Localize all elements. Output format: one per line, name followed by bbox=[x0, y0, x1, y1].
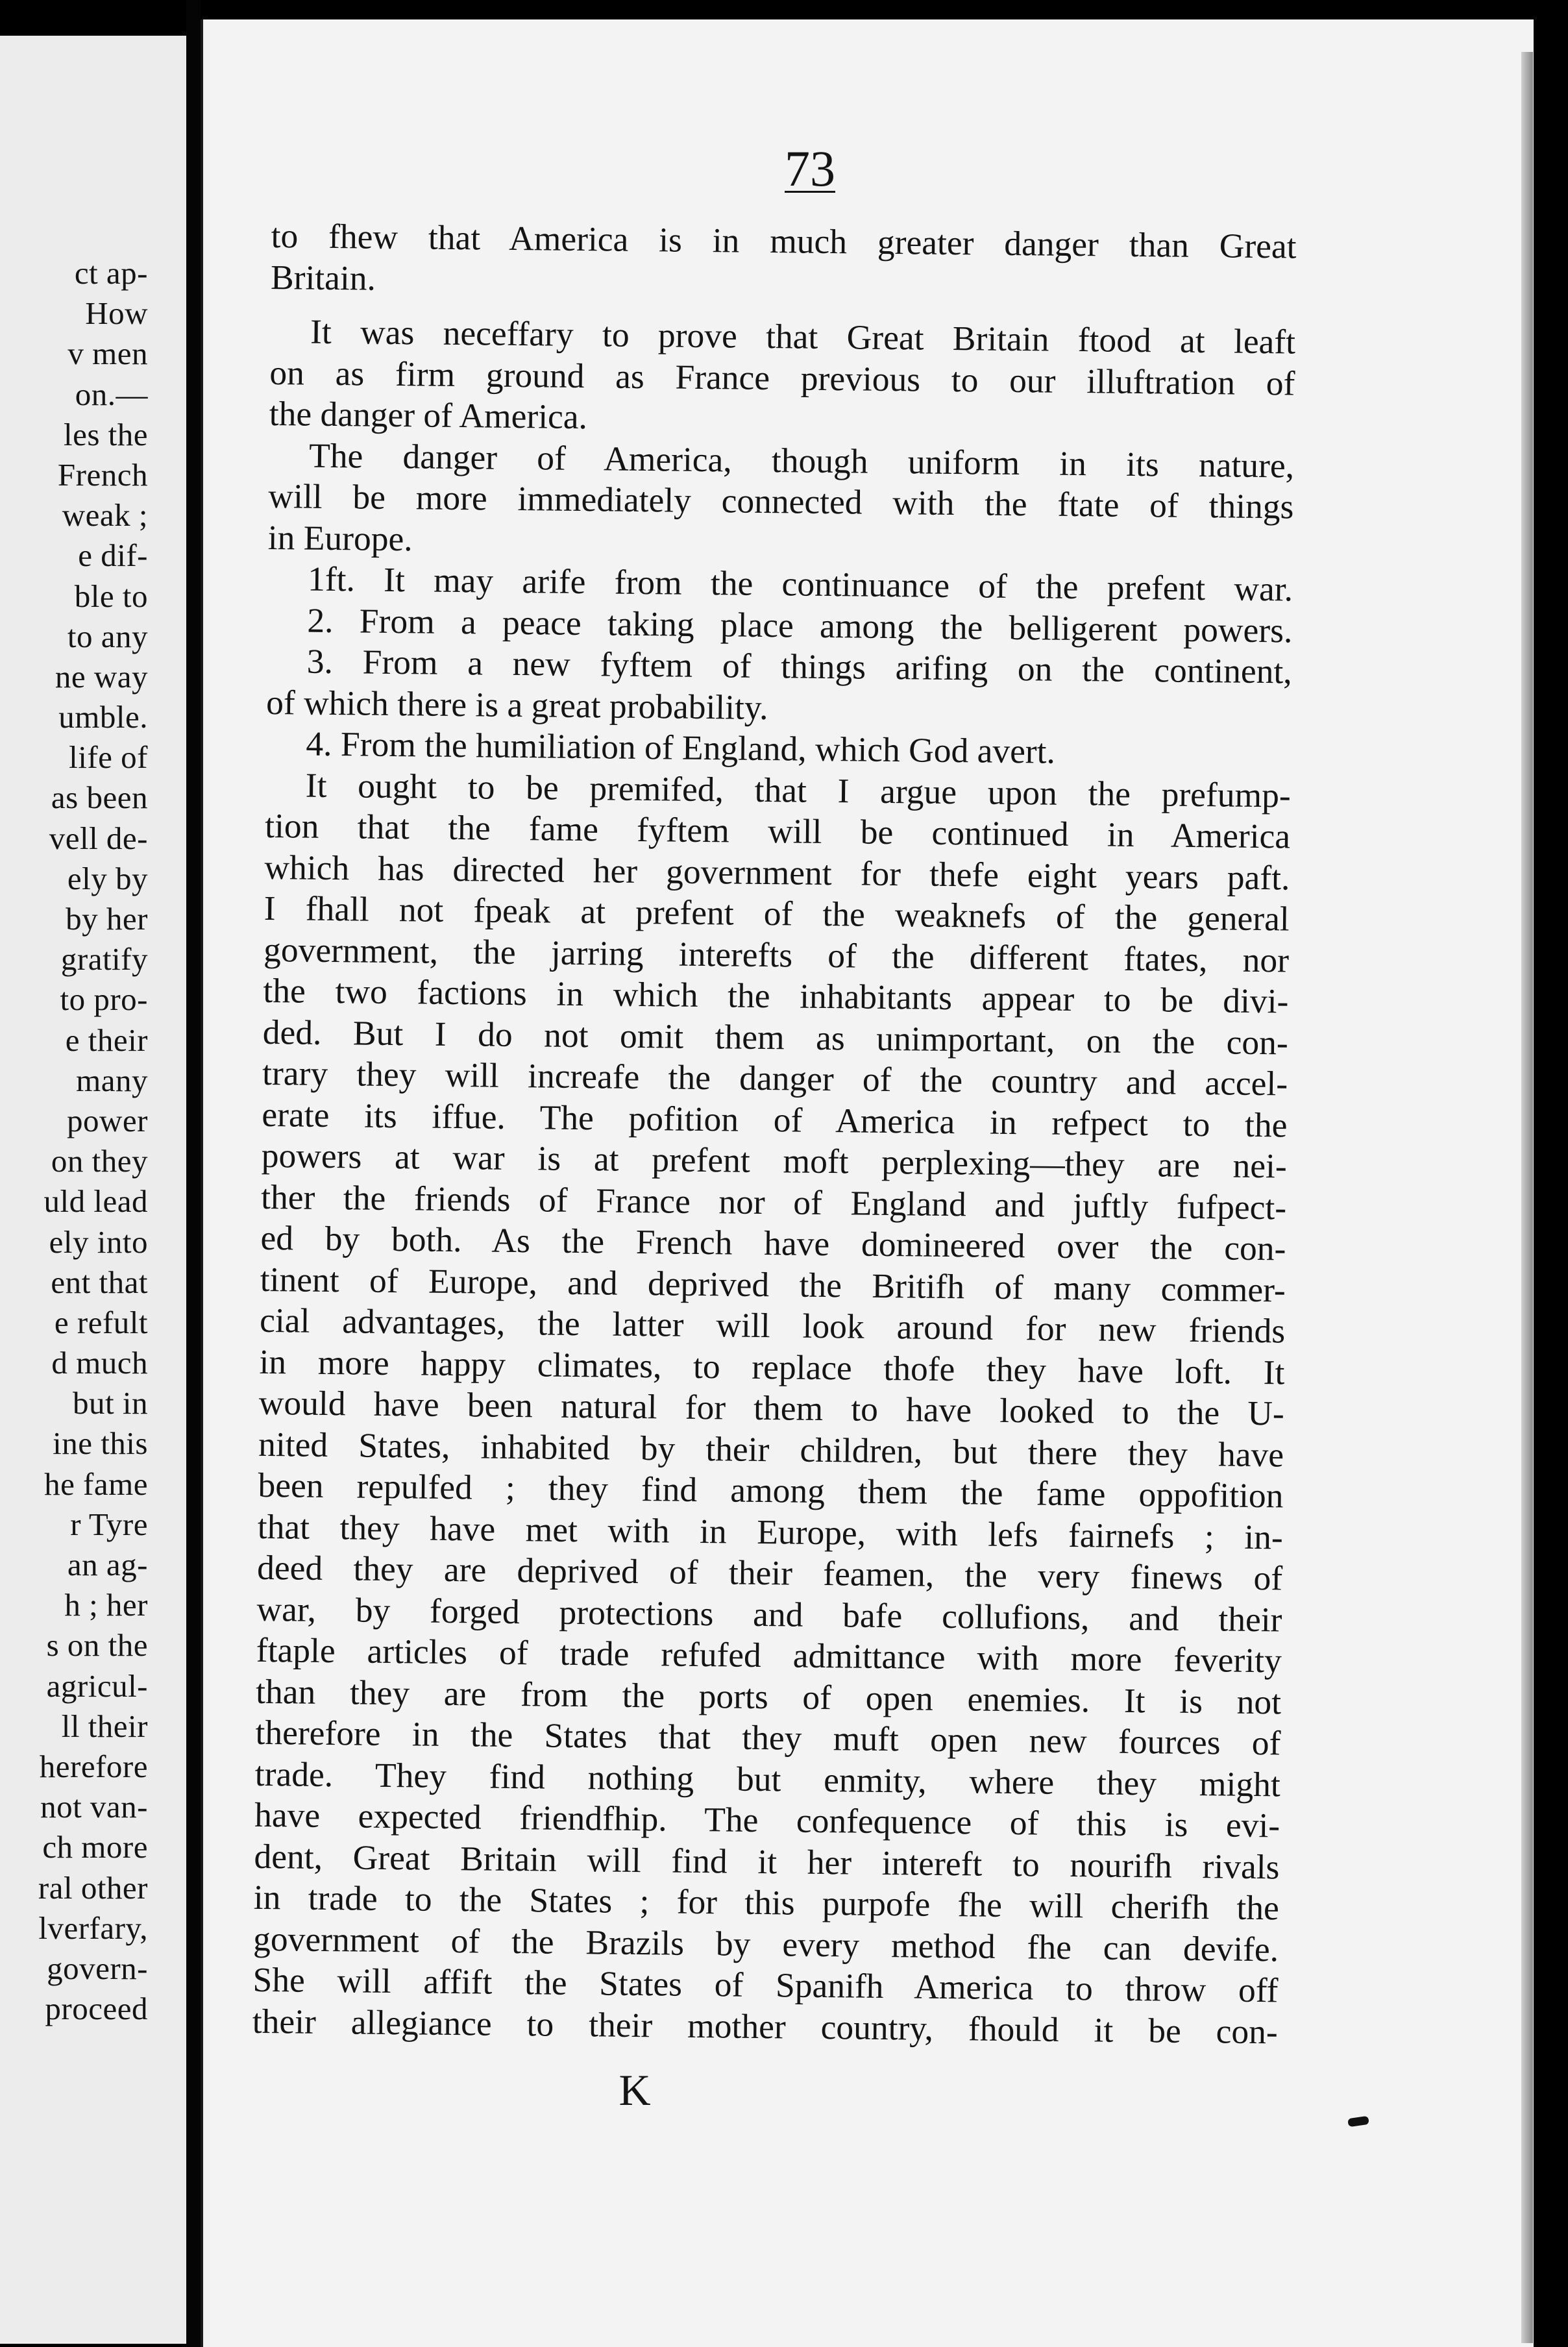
left-page-line: vell de- bbox=[49, 820, 148, 856]
text-line: have expected friendfhip. The confequence of this is evi- bbox=[254, 1795, 1280, 1845]
left-page-line: uld lead bbox=[43, 1183, 148, 1220]
left-page-line: power bbox=[67, 1102, 148, 1138]
text-line: which has directed her government for thefe eight years paft. bbox=[264, 847, 1290, 897]
text-line: in trade to the States ; for this purpofe fhe will cherifh the bbox=[253, 1877, 1280, 1928]
left-page-line: e refult bbox=[54, 1304, 148, 1340]
body-text bbox=[252, 215, 1297, 2052]
left-page-line: but in bbox=[73, 1385, 148, 1421]
left-page-line: ral other bbox=[38, 1869, 148, 1906]
text-line: been repulfed ; they find among them the fame oppofition bbox=[258, 1465, 1284, 1516]
text-line: of which there is a great probability. bbox=[265, 682, 768, 727]
left-page-line: not van- bbox=[40, 1789, 148, 1825]
text-line: therefore in the States that they muft open new fources of bbox=[255, 1712, 1281, 1763]
text-line: 3. From a new fyftem of things arifing on the continent, bbox=[306, 641, 1293, 691]
text-line: tion that the fame fyftem will be continued in America bbox=[264, 805, 1291, 856]
text-line: powers at war is at prefent moft perplexing—they are nei- bbox=[261, 1135, 1288, 1186]
left-page-line: French bbox=[57, 456, 148, 493]
text-line: ded. But I do not omit them as unimportant, on the con- bbox=[262, 1012, 1289, 1062]
text-line: It was neceffary to prove that Great Britain ftood at leaft bbox=[310, 312, 1296, 362]
text-line: ftaple articles of trade refufed admittance with more feverity bbox=[256, 1630, 1282, 1680]
text-line: cial advantages, the latter will look around for new friends bbox=[259, 1300, 1286, 1351]
text-line: trade. They find nothing but enmity, where they might bbox=[254, 1754, 1281, 1804]
text-line: deed they are deprived of their feamen, the very finews of bbox=[256, 1547, 1283, 1598]
text-line: will be more immediately connected with the ftate of things bbox=[268, 476, 1294, 526]
left-page-line: an ag- bbox=[67, 1547, 148, 1582]
text-line: Britain. bbox=[270, 257, 376, 298]
left-page-line: ll their bbox=[61, 1708, 148, 1744]
left-page-line: to any bbox=[67, 618, 148, 654]
text-line: ed by both. As the French have domineered over the con- bbox=[260, 1218, 1286, 1268]
left-page-line: proceed bbox=[45, 1991, 148, 2027]
text-line: 2. From a peace taking place among the belligerent powers. bbox=[307, 600, 1293, 650]
left-page-line: gratify bbox=[60, 941, 148, 977]
left-page-line: life of bbox=[69, 739, 148, 776]
signature-mark: K bbox=[619, 2065, 651, 2115]
text-line: tinent of Europe, and deprived the Britifh of many commer- bbox=[260, 1259, 1286, 1309]
left-page-line: by her bbox=[66, 901, 148, 937]
left-page-line: d much bbox=[51, 1345, 148, 1381]
paragraph bbox=[252, 764, 1292, 2052]
book-gutter bbox=[186, 0, 201, 2347]
paragraph bbox=[267, 434, 1294, 569]
left-page-line: weak ; bbox=[62, 497, 148, 534]
text-line: would have been natural for them to have looked to the U- bbox=[258, 1382, 1285, 1433]
left-page-line: s on the bbox=[46, 1627, 148, 1664]
text-line: 1ft. It may arife from the continuance of the prefent war. bbox=[307, 559, 1293, 609]
list-item bbox=[266, 641, 1292, 734]
text-line: war, by forged protections and bafe collufions, and their bbox=[256, 1589, 1282, 1639]
text-line: I fhall not fpeak at prefent of the weaknefs of the general bbox=[263, 888, 1290, 939]
text-line: on as firm ground as France previous to our illuftration of bbox=[269, 352, 1295, 403]
left-page-line: many bbox=[76, 1062, 148, 1098]
text-line: that they have met with in Europe, with lefs fairnefs ; in- bbox=[257, 1506, 1284, 1556]
text-line: the danger of America. bbox=[269, 393, 588, 437]
text-line: dent, Great Britain will find it her intereft to nourifh rivals bbox=[254, 1836, 1280, 1886]
text-line: the two factions in which the inhabitants appear to be divi- bbox=[263, 970, 1289, 1021]
text-line: 4. From the humiliation of England, which God avert. bbox=[306, 724, 1056, 771]
left-page-line: ch more bbox=[42, 1829, 148, 1865]
left-page-line: on they bbox=[51, 1143, 148, 1179]
left-page-line: he fame bbox=[44, 1466, 148, 1502]
left-page-line: r Tyre bbox=[70, 1506, 148, 1542]
left-page-line: ble to bbox=[74, 578, 148, 614]
text-line: in Europe. bbox=[267, 517, 413, 558]
left-page-line: ne way bbox=[55, 658, 148, 694]
left-page-line: herefore bbox=[39, 1748, 148, 1784]
left-page-line: ine this bbox=[53, 1425, 148, 1462]
left-page-line: ct ap- bbox=[74, 255, 148, 291]
left-page-line: h ; her bbox=[64, 1587, 148, 1623]
text-line: trary they will increafe the danger of the country and accel- bbox=[262, 1053, 1288, 1103]
left-page bbox=[0, 36, 186, 2344]
left-page-line: v men bbox=[67, 336, 148, 372]
left-page-line: govern- bbox=[47, 1950, 148, 1986]
left-page-line: agricul- bbox=[46, 1667, 148, 1704]
left-page-line: les the bbox=[63, 416, 148, 452]
left-page-text-fragments bbox=[5, 253, 148, 2029]
text-line: in more happy climates, to replace thofe they have loft. It bbox=[259, 1342, 1285, 1392]
left-page-line: umble. bbox=[58, 699, 148, 735]
left-page-line: e their bbox=[65, 1022, 148, 1058]
left-page-line: ely by bbox=[67, 860, 148, 896]
left-page-line: ely into bbox=[49, 1223, 148, 1260]
paragraph bbox=[269, 311, 1295, 445]
text-line: nited States, inhabited by their children, but there they have bbox=[258, 1424, 1284, 1474]
page-number: 73 bbox=[785, 140, 835, 197]
text-line: to fhew that America is in much greater danger than Great bbox=[271, 215, 1297, 266]
left-page-line: to pro- bbox=[60, 981, 148, 1018]
paragraph bbox=[271, 215, 1297, 309]
left-page-line: on.— bbox=[75, 376, 148, 412]
text-line: than they are from the ports of open enemies. It is not bbox=[255, 1671, 1282, 1721]
left-page-line: lverfary, bbox=[38, 1910, 148, 1946]
left-page-line: as been bbox=[51, 780, 148, 816]
text-line: government of the Brazils by every method fhe can devife. bbox=[252, 1919, 1279, 1969]
left-page-line: ent that bbox=[51, 1264, 148, 1300]
left-page-line: How bbox=[85, 295, 148, 332]
text-line: ther the friends of France nor of England and juftly fufpect- bbox=[260, 1177, 1287, 1227]
text-line: It ought to be premifed, that I argue upon the prefump- bbox=[305, 765, 1292, 815]
text-line: erate its iffue. The pofition of America in refpect to the bbox=[262, 1094, 1288, 1144]
text-line: government, the jarring interefts of the different ftates, nor bbox=[263, 929, 1290, 979]
page-edge-shadow bbox=[1521, 52, 1533, 2343]
text-line: their allegiance to their mother country, fhould it be con- bbox=[252, 2001, 1279, 2051]
text-line: She will affift the States of Spanifh America to throw off bbox=[252, 1960, 1279, 2010]
left-page-line: e dif- bbox=[78, 537, 148, 574]
text-line: The danger of America, though uniform in its nature, bbox=[308, 436, 1295, 485]
